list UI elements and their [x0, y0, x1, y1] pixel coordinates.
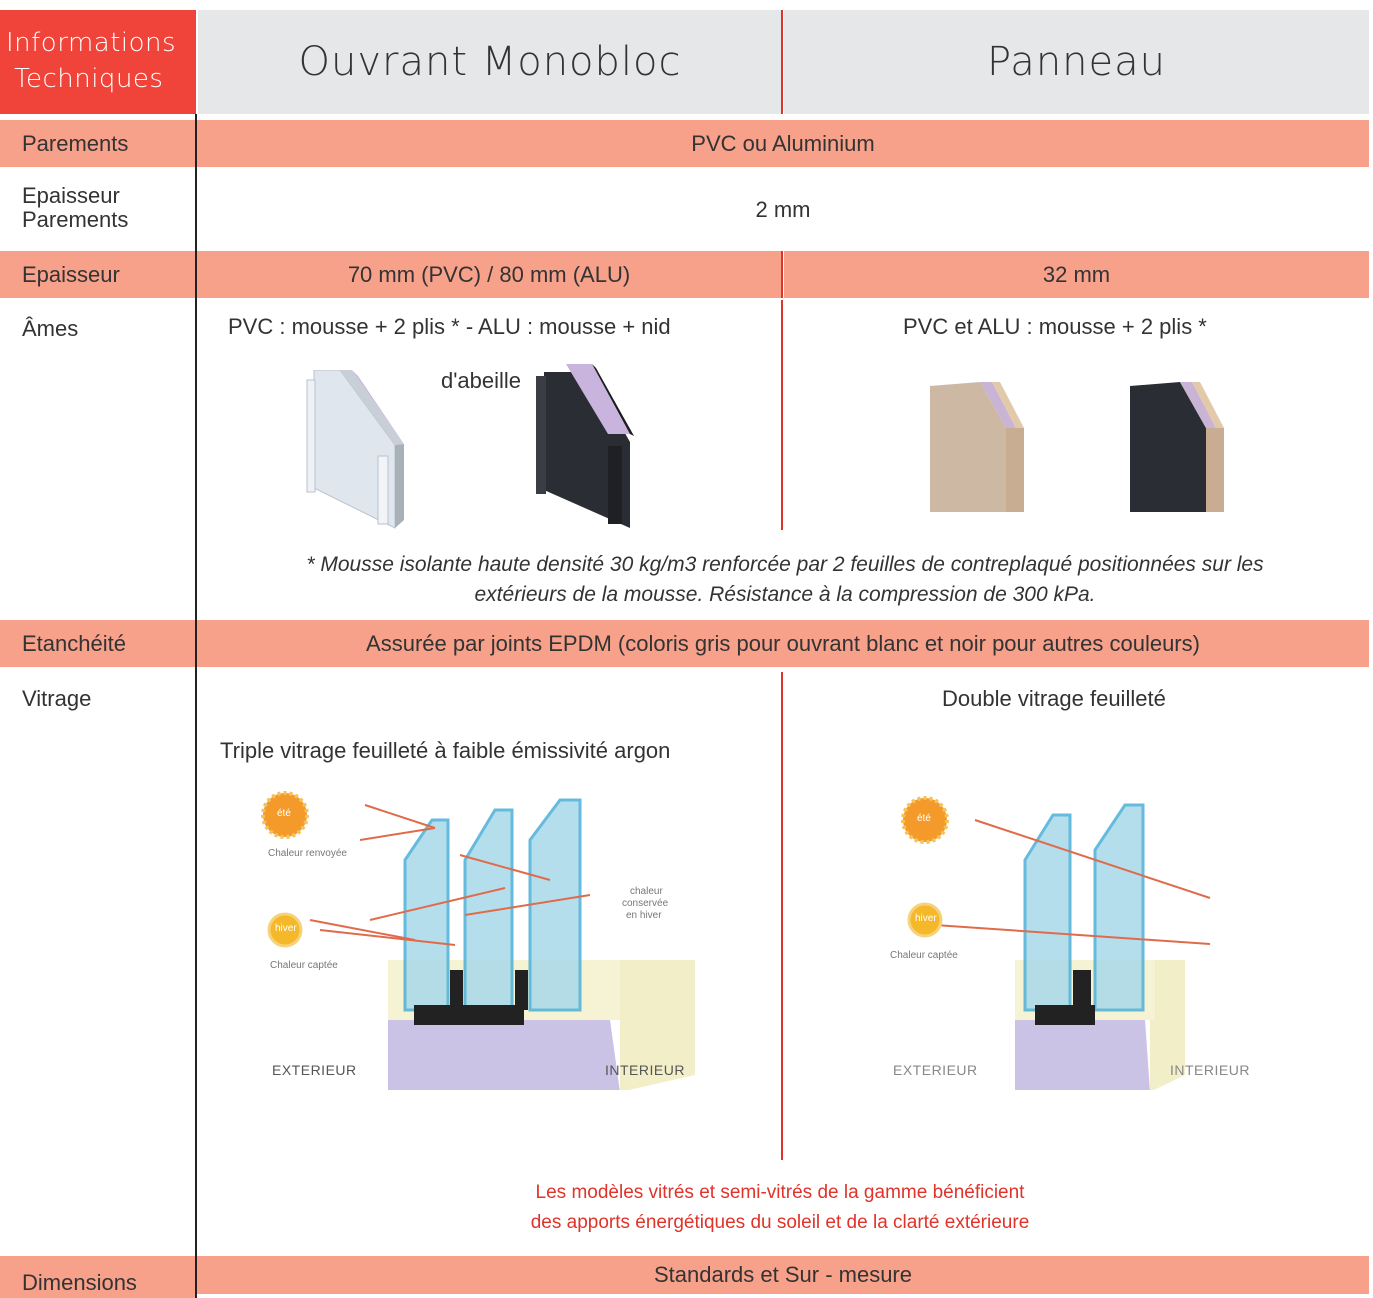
- row-etancheite-label-cell: [0, 620, 195, 667]
- d2-interior: INTERIEUR: [1170, 1062, 1250, 1078]
- row-epaisseur-col2-cell: [784, 251, 1369, 298]
- header-col-ouvrant: [198, 10, 782, 114]
- monobloc-black-sample-image: [530, 362, 640, 530]
- d2-sun-label: été: [917, 813, 931, 824]
- row-ames-col2: PVC et ALU : mousse + 2 plis *: [903, 314, 1207, 339]
- row-parements-label-cell: [0, 120, 195, 167]
- row-etancheite-value: Assurée par joints EPDM (coloris gris pour ouvrant blanc et noir pour autres couleurs): [366, 630, 1200, 656]
- row-etancheite-value-cell: [197, 620, 1369, 667]
- row-dimensions-value: Standards et Sur - mesure: [653, 1262, 912, 1287]
- vitrage-note-line1: Les modèles vitrés et semi-vitrés de la gamme bénéficient: [535, 1182, 1025, 1203]
- d1-heat-captured: Chaleur captée: [270, 960, 338, 971]
- row-epaisseur-label: Epaisseur: [22, 261, 120, 287]
- d1-interior: INTERIEUR: [605, 1062, 685, 1078]
- ames-footnote: [200, 550, 1370, 610]
- vitrage-energy-note: [380, 1178, 1180, 1238]
- header-label-cell: [0, 10, 196, 114]
- d2-heat-captured: Chaleur captée: [890, 950, 958, 961]
- d1-heat-kept-3: en hiver: [626, 910, 662, 921]
- d1-exterior: EXTERIEUR: [272, 1062, 357, 1078]
- panneau-beige-sample-image: [930, 376, 1030, 514]
- monobloc-white-sample-image: [300, 370, 410, 530]
- footnote-line1: * Mousse isolante haute densité 30 kg/m3 renforcée par 2 feuilles de contreplaqué positionnées sur les: [306, 553, 1264, 576]
- double-glazing-diagram: [885, 780, 1285, 1090]
- triple-glazing-drawing: [250, 780, 710, 1090]
- footnote-line2: extérieurs de la mousse. Résistance à la compression de 300 kPa.: [474, 583, 1096, 606]
- header-divider: [781, 10, 783, 114]
- header-col1-title: Ouvrant Monobloc: [298, 39, 682, 85]
- d1-sun-label: été: [277, 808, 291, 819]
- triple-glazing-diagram: [250, 780, 710, 1090]
- row-epaisseur-col1: 70 mm (PVC) / 80 mm (ALU): [347, 261, 631, 287]
- header-col-panneau: [784, 10, 1369, 114]
- row-dimensions-value-cell: [197, 1256, 1369, 1294]
- d1-heat-kept-1: chaleur: [630, 886, 663, 897]
- double-glazing-drawing: [885, 780, 1285, 1090]
- row-epaisseur-parements-label-line2: Parements: [22, 207, 129, 232]
- row-vitrage-label: Vitrage: [22, 686, 92, 711]
- row-epaisseur-parements-label-cell: [22, 184, 192, 232]
- d1-heat-returned: Chaleur renvoyée: [268, 848, 347, 859]
- row-dimensions-label-cell: [0, 1256, 195, 1298]
- row-parements-value-cell: [197, 120, 1369, 167]
- row-parements-label: Parements: [22, 130, 129, 156]
- panneau-black-sample-image: [1130, 376, 1230, 514]
- row-ames-col1-line1: PVC : mousse + 2 plis * - ALU : mousse + nid: [228, 314, 671, 339]
- ames-divider: [781, 300, 783, 530]
- row-epaisseur-parements-label-line1: Epaisseur: [22, 183, 120, 208]
- row-epaisseur-col1-cell: [197, 251, 781, 298]
- d1-heat-kept-2: conservée: [622, 898, 669, 909]
- row-epaisseur-label-cell: [0, 251, 195, 298]
- row-epaisseur-col2: 32 mm: [1042, 261, 1111, 287]
- row-ames-col1-line2: d'abeille: [441, 368, 522, 393]
- epaisseur-divider: [781, 251, 783, 298]
- row-epaisseur-parements-value-cell: [197, 190, 1369, 230]
- row-parements-value: PVC ou Aluminium: [691, 130, 875, 156]
- row-epaisseur-parements-value: 2 mm: [755, 197, 811, 222]
- row-vitrage-col1: Triple vitrage feuilleté à faible émissivité argon: [220, 738, 671, 763]
- vitrage-note-line2: des apports énergétiques du soleil et de la clarté extérieure: [530, 1212, 1030, 1233]
- d2-exterior: EXTERIEUR: [893, 1062, 978, 1078]
- d2-winter-label: hiver: [915, 913, 937, 924]
- row-ames-label: Âmes: [22, 316, 79, 341]
- row-dimensions-label: Dimensions: [22, 1270, 137, 1295]
- row-vitrage-col2: Double vitrage feuilleté: [942, 686, 1166, 711]
- d1-winter-label: hiver: [275, 923, 297, 934]
- header-label-line1: Informations: [6, 28, 177, 58]
- row-etancheite-label: Etanchéité: [22, 630, 126, 656]
- header-label-line2: Techniques: [14, 64, 164, 94]
- vitrage-divider: [781, 672, 783, 1160]
- header-col2-title: Panneau: [986, 39, 1166, 85]
